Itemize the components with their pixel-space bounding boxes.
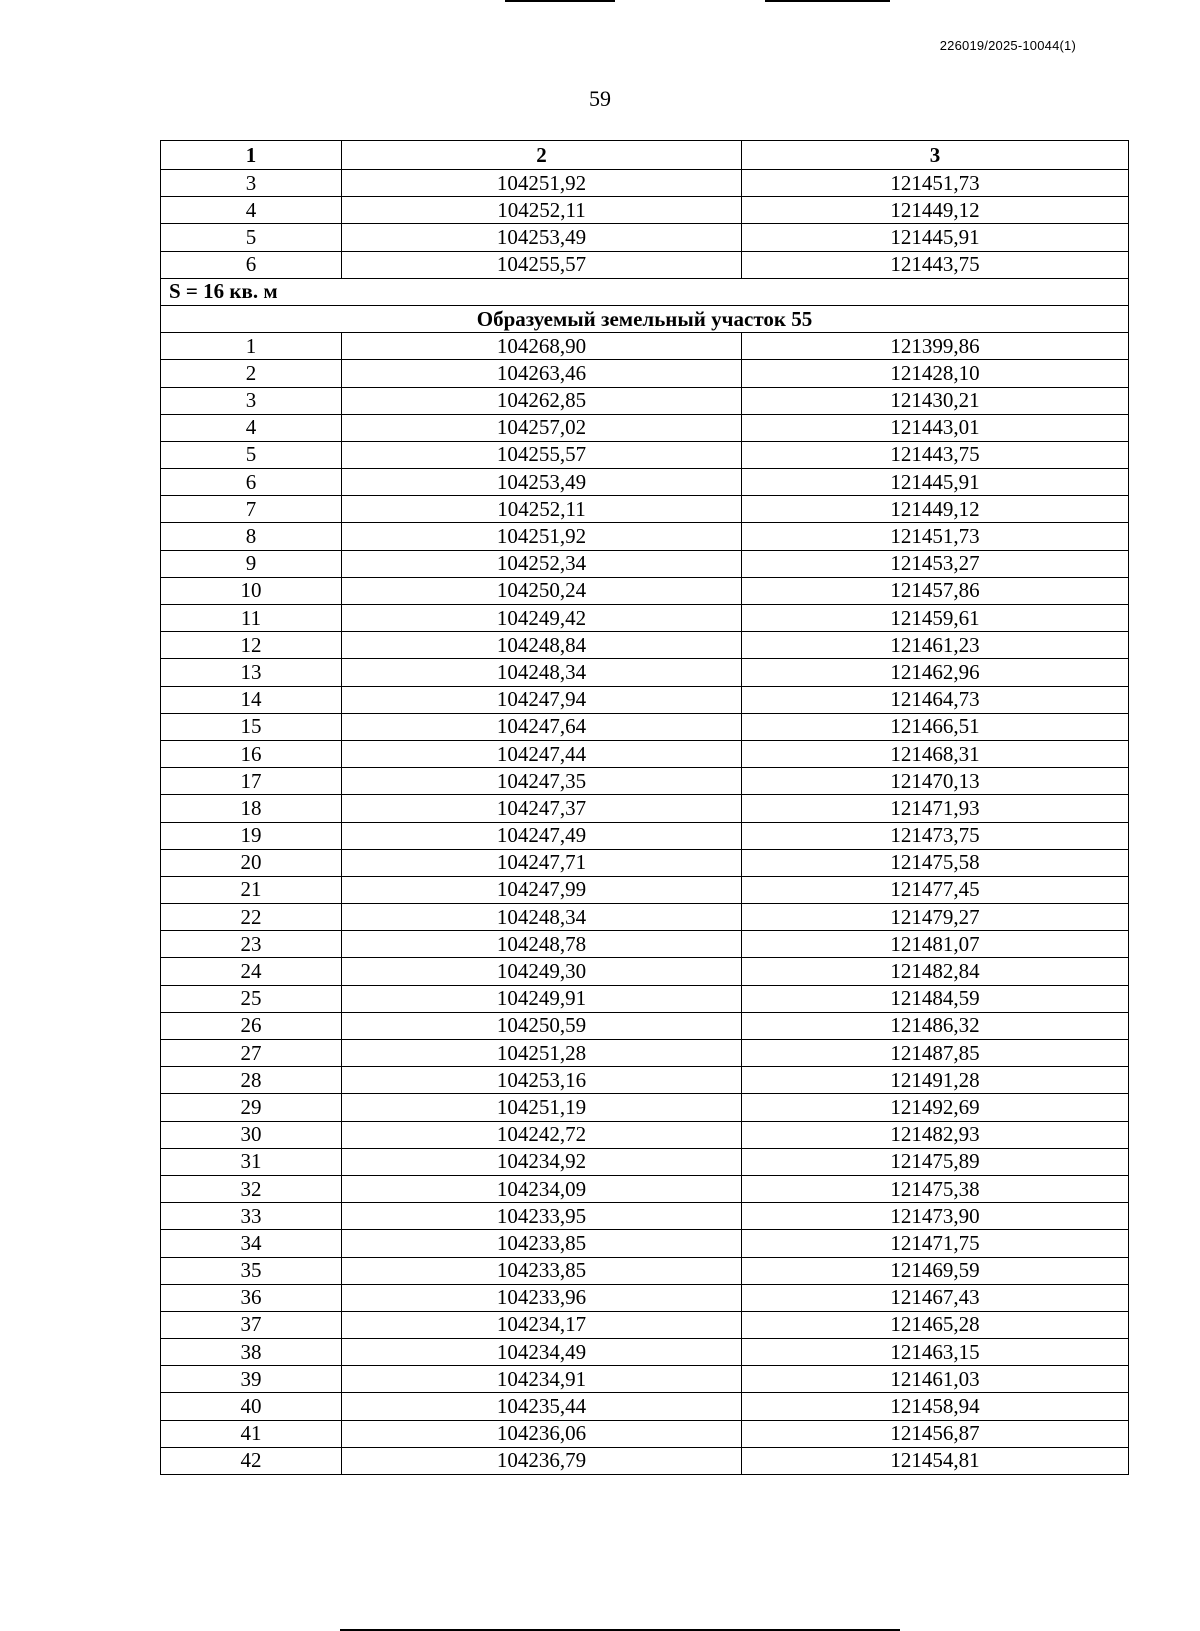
y-coordinate: 121473,90: [742, 1203, 1129, 1230]
table-row: [161, 1311, 1129, 1338]
y-coordinate: 121464,73: [742, 686, 1129, 713]
table-row: [161, 577, 1129, 604]
x-coordinate: 104248,34: [342, 904, 742, 931]
y-coordinate: 121492,69: [742, 1094, 1129, 1121]
y-coordinate: 121430,21: [742, 387, 1129, 414]
point-number: 26: [161, 1012, 342, 1039]
x-coordinate: 104253,49: [342, 224, 742, 251]
section-row: [161, 305, 1129, 332]
y-coordinate: 121453,27: [742, 550, 1129, 577]
x-coordinate: 104234,09: [342, 1175, 742, 1202]
column-header: 1: [161, 141, 342, 170]
table-row: [161, 1366, 1129, 1393]
y-coordinate: 121467,43: [742, 1284, 1129, 1311]
x-coordinate: 104249,91: [342, 985, 742, 1012]
table-row: [161, 1339, 1129, 1366]
y-coordinate: 121443,75: [742, 251, 1129, 278]
point-number: 13: [161, 659, 342, 686]
table-row: [161, 659, 1129, 686]
x-coordinate: 104233,96: [342, 1284, 742, 1311]
table-row: [161, 170, 1129, 197]
table-row: [161, 1175, 1129, 1202]
y-coordinate: 121428,10: [742, 360, 1129, 387]
point-number: 9: [161, 550, 342, 577]
y-coordinate: 121491,28: [742, 1067, 1129, 1094]
point-number: 34: [161, 1230, 342, 1257]
point-number: 17: [161, 768, 342, 795]
y-coordinate: 121461,23: [742, 632, 1129, 659]
point-number: 27: [161, 1040, 342, 1067]
table-row: [161, 1393, 1129, 1420]
y-coordinate: 121470,13: [742, 768, 1129, 795]
x-coordinate: 104234,91: [342, 1366, 742, 1393]
point-number: 24: [161, 958, 342, 985]
table-row: [161, 523, 1129, 550]
table-row: [161, 1257, 1129, 1284]
table-row: [161, 1012, 1129, 1039]
table-row: [161, 904, 1129, 931]
x-coordinate: 104249,30: [342, 958, 742, 985]
point-number: 4: [161, 414, 342, 441]
point-number: 25: [161, 985, 342, 1012]
point-number: 18: [161, 795, 342, 822]
x-coordinate: 104233,95: [342, 1203, 742, 1230]
x-coordinate: 104255,57: [342, 441, 742, 468]
y-coordinate: 121471,93: [742, 795, 1129, 822]
scan-top-line-right: [765, 0, 890, 2]
y-coordinate: 121461,03: [742, 1366, 1129, 1393]
point-number: 42: [161, 1447, 342, 1474]
y-coordinate: 121473,75: [742, 822, 1129, 849]
x-coordinate: 104247,37: [342, 795, 742, 822]
point-number: 15: [161, 713, 342, 740]
table-row: [161, 1094, 1129, 1121]
y-coordinate: 121477,45: [742, 876, 1129, 903]
area-value: S = 16 кв. м: [161, 278, 1129, 305]
table-row: [161, 550, 1129, 577]
y-coordinate: 121482,84: [742, 958, 1129, 985]
x-coordinate: 104234,49: [342, 1339, 742, 1366]
y-coordinate: 121462,96: [742, 659, 1129, 686]
table-row: [161, 1284, 1129, 1311]
point-number: 5: [161, 224, 342, 251]
point-number: 40: [161, 1393, 342, 1420]
y-coordinate: 121469,59: [742, 1257, 1129, 1284]
table-row: [161, 632, 1129, 659]
table-row: [161, 958, 1129, 985]
x-coordinate: 104253,49: [342, 469, 742, 496]
table-row: [161, 333, 1129, 360]
point-number: 5: [161, 441, 342, 468]
point-number: 1: [161, 333, 342, 360]
x-coordinate: 104250,24: [342, 577, 742, 604]
y-coordinate: 121449,12: [742, 197, 1129, 224]
point-number: 37: [161, 1311, 342, 1338]
point-number: 33: [161, 1203, 342, 1230]
table-row: [161, 469, 1129, 496]
y-coordinate: 121465,28: [742, 1311, 1129, 1338]
x-coordinate: 104248,78: [342, 931, 742, 958]
scan-top-line-left: [505, 0, 615, 2]
table-row: [161, 849, 1129, 876]
point-number: 10: [161, 577, 342, 604]
point-number: 7: [161, 496, 342, 523]
x-coordinate: 104251,92: [342, 523, 742, 550]
x-coordinate: 104268,90: [342, 333, 742, 360]
table-row: [161, 414, 1129, 441]
y-coordinate: 121451,73: [742, 523, 1129, 550]
x-coordinate: 104248,34: [342, 659, 742, 686]
table-row: [161, 1121, 1129, 1148]
x-coordinate: 104247,71: [342, 849, 742, 876]
point-number: 23: [161, 931, 342, 958]
x-coordinate: 104242,72: [342, 1121, 742, 1148]
y-coordinate: 121471,75: [742, 1230, 1129, 1257]
x-coordinate: 104252,11: [342, 496, 742, 523]
x-coordinate: 104263,46: [342, 360, 742, 387]
y-coordinate: 121482,93: [742, 1121, 1129, 1148]
y-coordinate: 121475,58: [742, 849, 1129, 876]
y-coordinate: 121487,85: [742, 1040, 1129, 1067]
y-coordinate: 121479,27: [742, 904, 1129, 931]
point-number: 20: [161, 849, 342, 876]
table-header-row: [161, 141, 1129, 170]
table-row: [161, 251, 1129, 278]
table-row: [161, 1148, 1129, 1175]
point-number: 11: [161, 605, 342, 632]
point-number: 28: [161, 1067, 342, 1094]
y-coordinate: 121456,87: [742, 1420, 1129, 1447]
x-coordinate: 104252,11: [342, 197, 742, 224]
document-number: 226019/2025-10044(1): [939, 38, 1076, 53]
x-coordinate: 104247,49: [342, 822, 742, 849]
y-coordinate: 121449,12: [742, 496, 1129, 523]
table-row: [161, 795, 1129, 822]
x-coordinate: 104253,16: [342, 1067, 742, 1094]
x-coordinate: 104247,44: [342, 740, 742, 767]
y-coordinate: 121445,91: [742, 224, 1129, 251]
x-coordinate: 104236,79: [342, 1447, 742, 1474]
x-coordinate: 104247,99: [342, 876, 742, 903]
column-header: 2: [342, 141, 742, 170]
y-coordinate: 121463,15: [742, 1339, 1129, 1366]
table-row: [161, 1203, 1129, 1230]
point-number: 21: [161, 876, 342, 903]
y-coordinate: 121399,86: [742, 333, 1129, 360]
y-coordinate: 121466,51: [742, 713, 1129, 740]
area-row: [161, 278, 1129, 305]
column-header: 3: [742, 141, 1129, 170]
table-row: [161, 985, 1129, 1012]
table-row: [161, 740, 1129, 767]
x-coordinate: 104236,06: [342, 1420, 742, 1447]
point-number: 31: [161, 1148, 342, 1175]
point-number: 4: [161, 197, 342, 224]
page-number: 59: [589, 86, 611, 111]
x-coordinate: 104251,92: [342, 170, 742, 197]
x-coordinate: 104251,19: [342, 1094, 742, 1121]
x-coordinate: 104233,85: [342, 1257, 742, 1284]
coordinates-table-body: [161, 141, 1129, 1475]
table-row: [161, 713, 1129, 740]
y-coordinate: 121457,86: [742, 577, 1129, 604]
x-coordinate: 104248,84: [342, 632, 742, 659]
x-coordinate: 104247,35: [342, 768, 742, 795]
y-coordinate: 121459,61: [742, 605, 1129, 632]
point-number: 36: [161, 1284, 342, 1311]
point-number: 3: [161, 170, 342, 197]
y-coordinate: 121468,31: [742, 740, 1129, 767]
table-row: [161, 1067, 1129, 1094]
y-coordinate: 121443,01: [742, 414, 1129, 441]
table-row: [161, 441, 1129, 468]
point-number: 6: [161, 251, 342, 278]
table-row: [161, 224, 1129, 251]
x-coordinate: 104250,59: [342, 1012, 742, 1039]
table-row: [161, 197, 1129, 224]
y-coordinate: 121454,81: [742, 1447, 1129, 1474]
point-number: 32: [161, 1175, 342, 1202]
point-number: 30: [161, 1121, 342, 1148]
point-number: 6: [161, 469, 342, 496]
x-coordinate: 104257,02: [342, 414, 742, 441]
point-number: 8: [161, 523, 342, 550]
point-number: 12: [161, 632, 342, 659]
y-coordinate: 121458,94: [742, 1393, 1129, 1420]
y-coordinate: 121451,73: [742, 170, 1129, 197]
table-row: [161, 496, 1129, 523]
x-coordinate: 104235,44: [342, 1393, 742, 1420]
table-row: [161, 1040, 1129, 1067]
coordinates-table: [160, 140, 1129, 1475]
table-row: [161, 360, 1129, 387]
table-row: [161, 822, 1129, 849]
x-coordinate: 104247,64: [342, 713, 742, 740]
table-row: [161, 1420, 1129, 1447]
point-number: 14: [161, 686, 342, 713]
table-row: [161, 1447, 1129, 1474]
x-coordinate: 104255,57: [342, 251, 742, 278]
point-number: 3: [161, 387, 342, 414]
x-coordinate: 104234,17: [342, 1311, 742, 1338]
table-row: [161, 768, 1129, 795]
table-row: [161, 931, 1129, 958]
y-coordinate: 121484,59: [742, 985, 1129, 1012]
point-number: 38: [161, 1339, 342, 1366]
point-number: 35: [161, 1257, 342, 1284]
x-coordinate: 104247,94: [342, 686, 742, 713]
point-number: 2: [161, 360, 342, 387]
y-coordinate: 121445,91: [742, 469, 1129, 496]
table-row: [161, 876, 1129, 903]
point-number: 29: [161, 1094, 342, 1121]
table-row: [161, 686, 1129, 713]
x-coordinate: 104251,28: [342, 1040, 742, 1067]
point-number: 16: [161, 740, 342, 767]
x-coordinate: 104252,34: [342, 550, 742, 577]
y-coordinate: 121475,89: [742, 1148, 1129, 1175]
x-coordinate: 104233,85: [342, 1230, 742, 1257]
point-number: 39: [161, 1366, 342, 1393]
table-row: [161, 1230, 1129, 1257]
x-coordinate: 104249,42: [342, 605, 742, 632]
y-coordinate: 121481,07: [742, 931, 1129, 958]
y-coordinate: 121475,38: [742, 1175, 1129, 1202]
x-coordinate: 104234,92: [342, 1148, 742, 1175]
x-coordinate: 104262,85: [342, 387, 742, 414]
section-title: Образуемый земельный участок 55: [161, 305, 1129, 332]
point-number: 41: [161, 1420, 342, 1447]
table-row: [161, 387, 1129, 414]
point-number: 22: [161, 904, 342, 931]
point-number: 19: [161, 822, 342, 849]
table-row: [161, 605, 1129, 632]
y-coordinate: 121486,32: [742, 1012, 1129, 1039]
y-coordinate: 121443,75: [742, 441, 1129, 468]
